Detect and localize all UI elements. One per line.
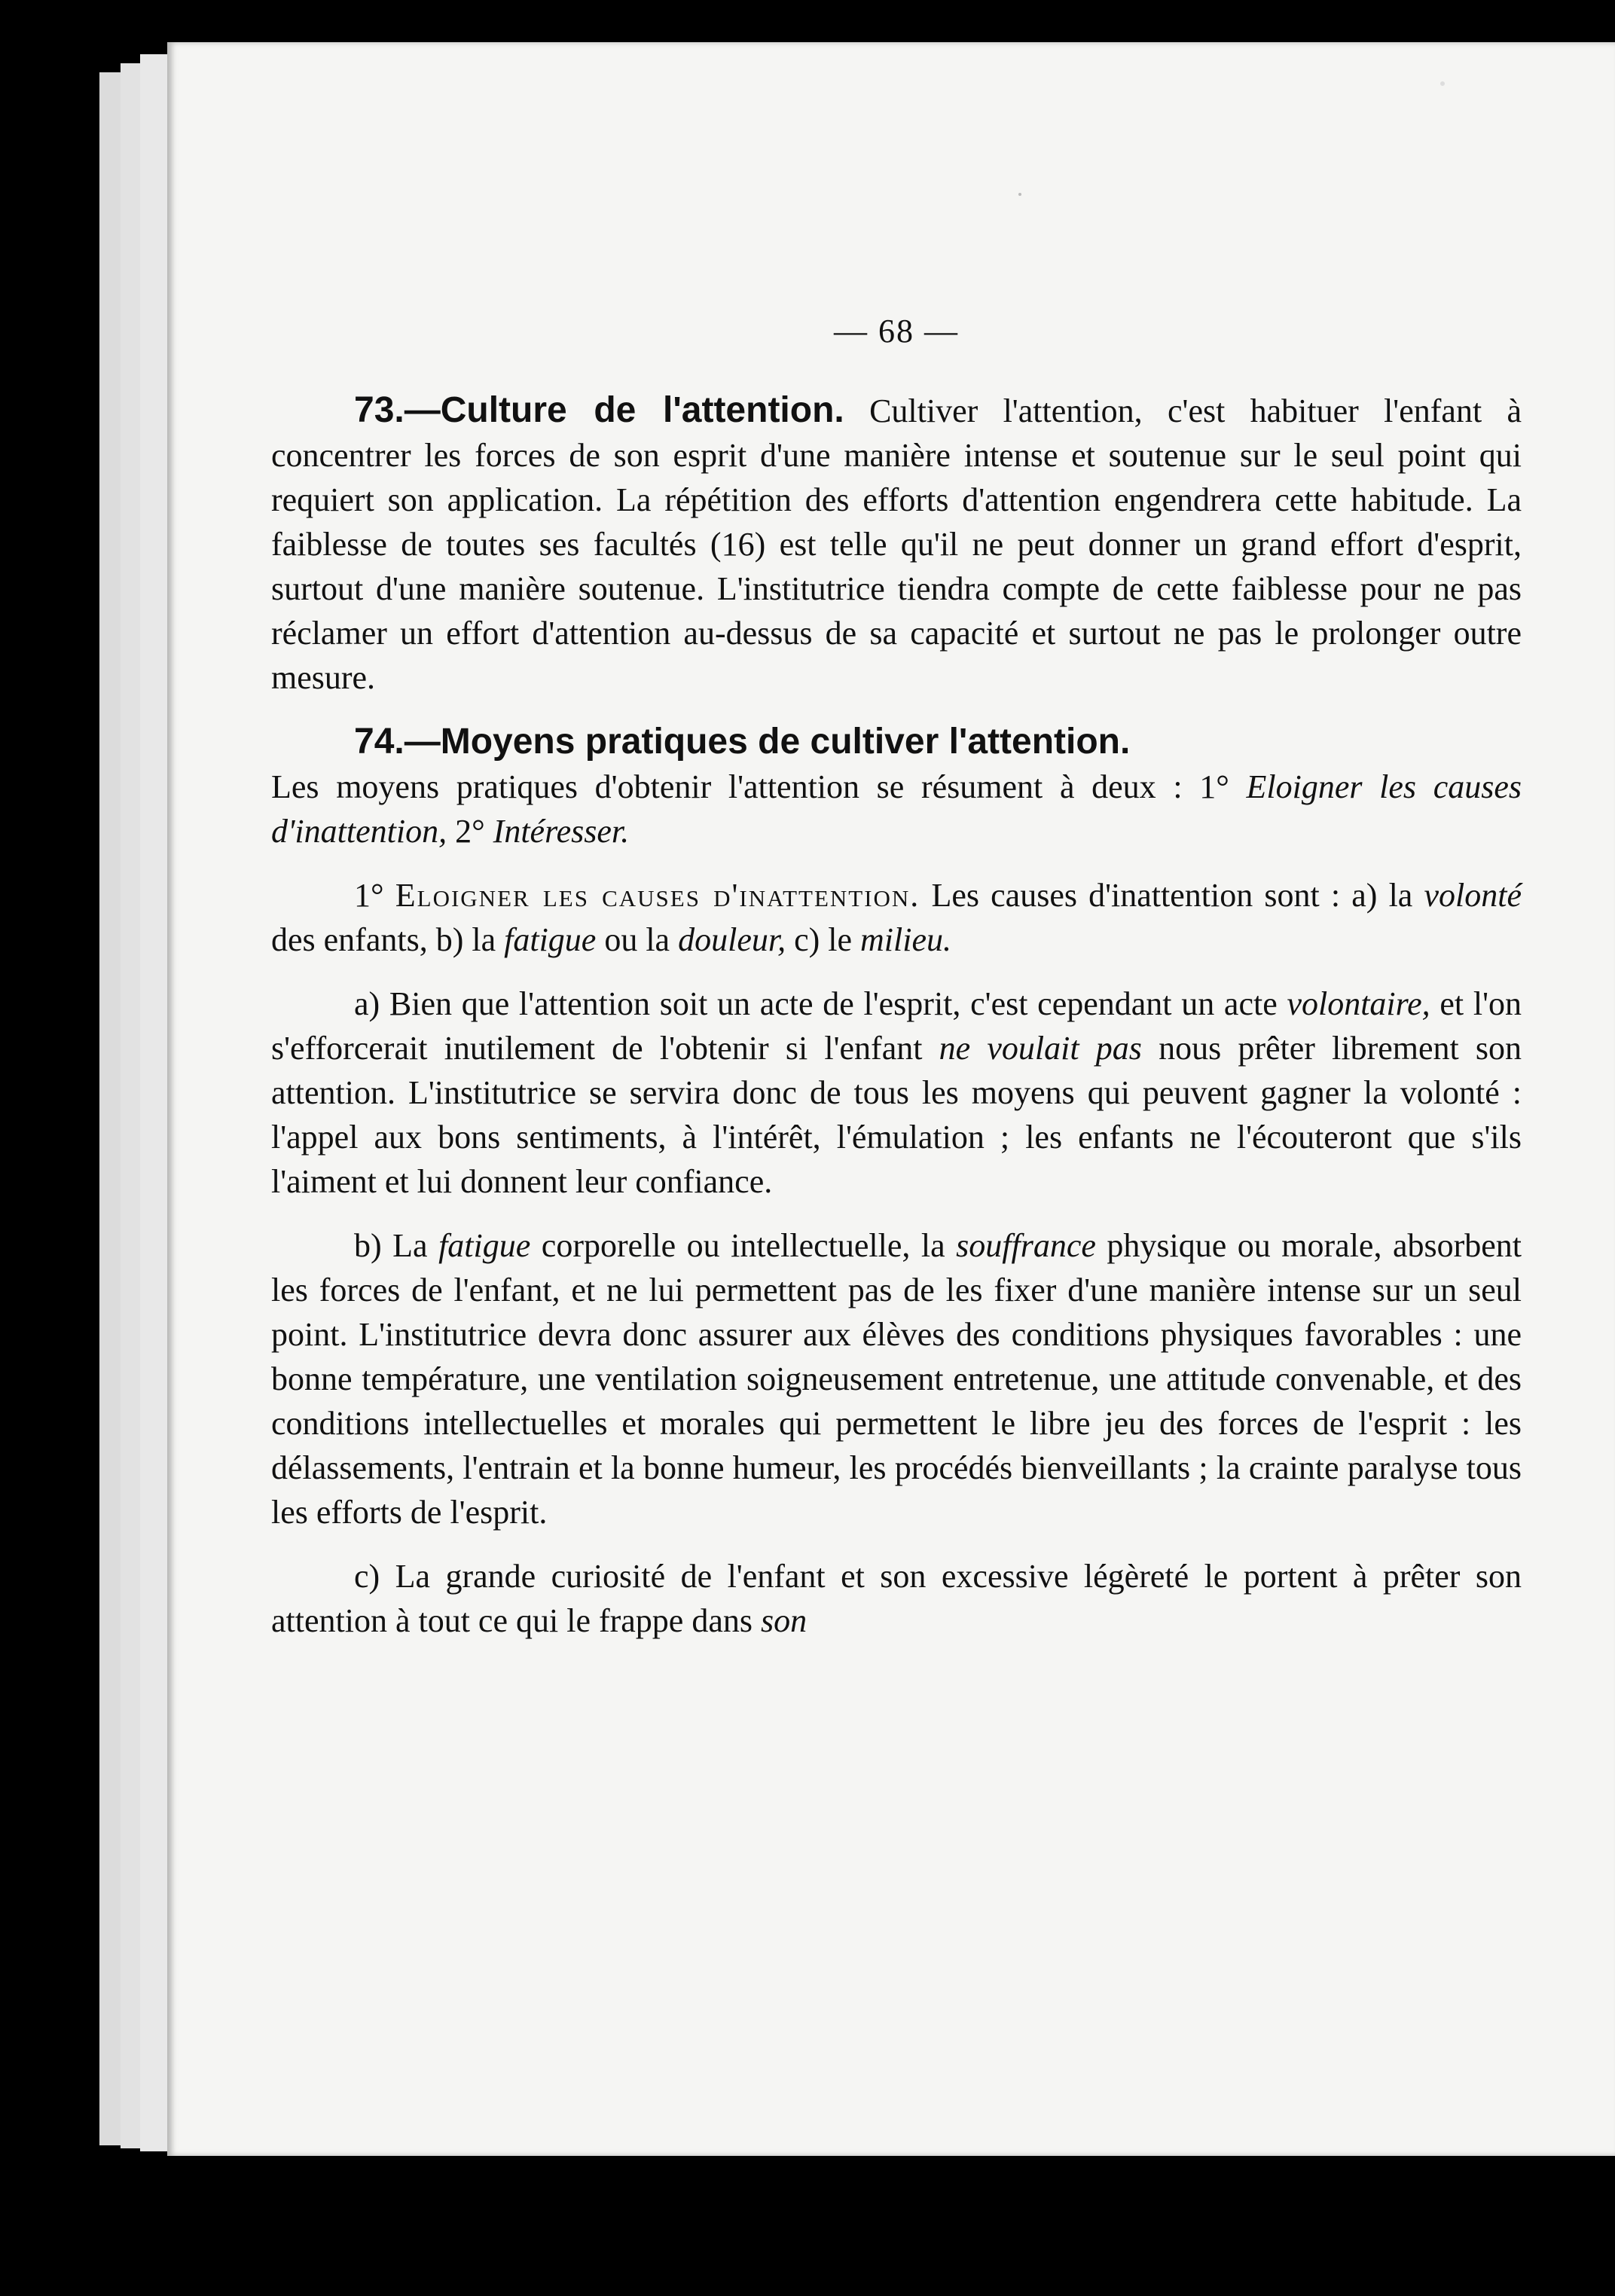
paragraph-73: [271, 388, 1522, 700]
item2-num: 2°: [455, 813, 485, 850]
para-a-text: nous prêter librement son attention. L'institutrice se servira donc de tous les moyens qui peuvent gagner la volonté : l'appel aux bons sentiments, à l'intérêt, l'émulation ; les enfants ne l'écouteront que s'ils l'aiment et lui donnent leur confiance.: [271, 1030, 1522, 1200]
page-text: [271, 301, 1522, 1662]
paragraph-b: [271, 1223, 1522, 1534]
para-a-italic: ne voulait pas: [939, 1030, 1142, 1067]
sub1-italic: douleur,: [678, 921, 786, 958]
para-c-italic: son: [761, 1602, 808, 1639]
sub1-italic: volonté: [1424, 877, 1522, 914]
para-c-text: c) La grande curiosité de l'enfant et son excessive légèreté le portent à prêter son attention à tout ce qui le frappe dans: [271, 1558, 1522, 1639]
sub1-italic: fatigue: [504, 921, 597, 958]
sub1-italic: milieu.: [860, 921, 952, 958]
page-number: — 68 —: [834, 313, 959, 350]
sub1-text: des enfants, b) la: [271, 921, 496, 958]
para-b-italic: fatigue: [438, 1227, 531, 1264]
para-b-text: b) La: [354, 1227, 428, 1264]
heading-73: 73.—Culture de l'attention.: [354, 390, 844, 430]
para-a-text: a) Bien que l'attention soit un acte de l'esprit, c'est cependant un acte: [354, 985, 1278, 1022]
paragraph-sub1: [271, 873, 1522, 962]
text-73: Cultiver l'attention, c'est habituer l'enfant à concentrer les forces de son esprit d'une manière intense et soutenue sur le seul point qui requiert son application. La répétition des efforts d'attention engendrera cette habitude. La faiblesse de toutes ses facultés (16) est telle qu'il ne peut donner un grand effort d'esprit, surtout d'une manière soutenue. L'institutrice tiendra compte de cette faiblesse pour ne pas réclamer un effort d'attention au-dessus de sa capacité et surtout ne pas le prolonger outre mesure.: [271, 392, 1522, 696]
para-b-text: physique ou morale, absorbent les forces de l'enfant, et ne lui permettent pas de les fixer d'une manière intense sur un seul point. L'institutrice devra donc assurer aux élèves des conditions physiques favorables : une bonne température, une ventilation soigneusement entretenue, une attitude convenable, et des conditions intellectuelles et morales qui permettent le libre jeu des forces de l'esprit : les délassements, l'entrain et la bonne humeur, les procédés bienveillants ; la crainte paralyse tous les efforts de l'esprit.: [271, 1227, 1522, 1531]
para-a-text: et l'on s'efforcerait inutilement de l'obtenir si l'enfant: [271, 985, 1522, 1067]
speck: [1440, 81, 1445, 86]
item1-num: 1°: [1199, 768, 1229, 805]
sub1-num: 1°: [354, 877, 384, 914]
sub1-heading: Eloigner les causes d'inattention.: [395, 877, 920, 914]
para-b-text: corporelle ou intellectuelle, la: [541, 1227, 945, 1264]
sub1-text: c) le: [794, 921, 853, 958]
para-b-italic: souffrance: [956, 1227, 1096, 1264]
paragraph-c: [271, 1554, 1522, 1643]
para-a-italic: volontaire,: [1287, 985, 1430, 1022]
sub1-text: ou la: [604, 921, 670, 958]
item2-text: Intéresser.: [493, 813, 630, 850]
heading-74: 74.—Moyens pratiques de cultiver l'attention.: [354, 722, 1131, 762]
intro-74: Les moyens pratiques d'obtenir l'attention se résument à deux :: [271, 768, 1183, 805]
sub1-text: Les causes d'inattention sont : a) la: [931, 877, 1413, 914]
paragraph-a: [271, 982, 1522, 1204]
item1-text: Eloigner les causes d'inattention,: [271, 768, 1522, 850]
paragraph-74: [271, 719, 1522, 853]
speck: [1018, 193, 1021, 196]
